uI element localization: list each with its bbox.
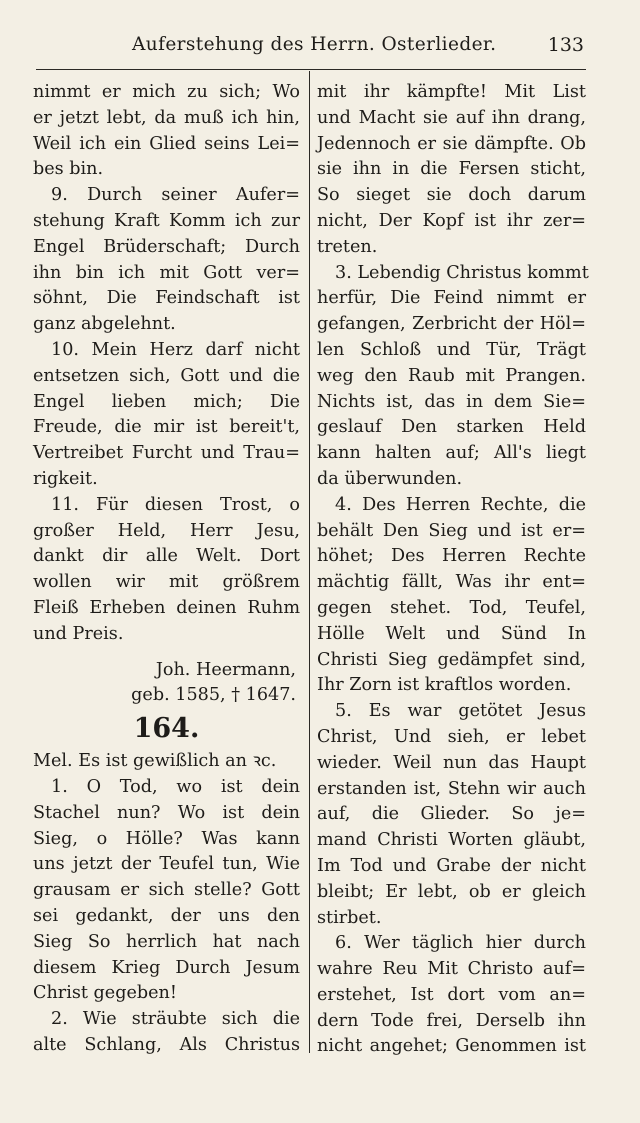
text-line: 1. O Tod, wo ist dein	[51, 776, 300, 797]
text-line: erstehet, Ist dort vom an=	[317, 984, 586, 1005]
header-rule	[36, 69, 586, 70]
text-line: nicht, Der Kopf ist ihr zer=	[317, 210, 586, 231]
text-line: len Schloß und Tür, Trägt	[317, 339, 586, 360]
text-line: bleibt; Er lebt, ob er gleich	[317, 881, 586, 902]
text-line: Christ gegeben!	[33, 983, 177, 1004]
left-column	[33, 80, 300, 1059]
text-line: 10. Mein Herz darf nicht	[51, 339, 300, 360]
text-line: und Preis.	[33, 623, 124, 644]
hymn-number: 164.	[133, 713, 200, 745]
column-divider	[309, 71, 310, 1053]
text-line: sie ihn in die Fersen sticht,	[317, 159, 586, 180]
text-line: Nichts ist, das in dem Sie=	[317, 391, 586, 412]
text-line: 6. Wer täglich hier durch	[335, 933, 586, 954]
text-line: Sieg So herrlich hat nach	[33, 931, 300, 952]
text-line: wollen wir mit größrem	[33, 572, 300, 593]
text-line: großer Held, Herr Jesu,	[33, 520, 300, 541]
page-number: 133	[547, 34, 584, 56]
text-line: gegen stehet. Tod, Teufel,	[317, 597, 586, 618]
text-line: wieder. Weil nun das Haupt	[317, 752, 586, 773]
text-line: Joh. Heermann,	[155, 659, 296, 680]
text-line: ganz abgelehnt.	[33, 314, 176, 335]
right-column	[317, 80, 589, 1060]
text-line: Sieg, o Hölle? Was kann	[33, 828, 300, 849]
text-line: dankt dir alle Welt. Dort	[33, 546, 300, 567]
text-line: 2. Wie sträubte sich die	[51, 1009, 300, 1030]
text-line: Hölle Welt und Sünd In	[317, 623, 586, 644]
text-line: geslauf Den starken Held	[317, 417, 586, 438]
text-line: stirbet.	[317, 907, 382, 928]
text-line: Weil ich ein Glied seins Lei=	[33, 133, 300, 154]
text-line: 5. Es war getötet Jesus	[335, 701, 586, 722]
text-line: Jedennoch er sie dämpfte. Ob	[317, 133, 586, 154]
text-line: Mel. Es ist gewißlich an ꝛc.	[33, 751, 277, 772]
text-line: 9. Durch seiner Aufer=	[51, 185, 300, 206]
text-line: weg den Raub mit Prangen.	[317, 365, 586, 386]
text-line: dern Tode frei, Derselb ihn	[317, 1010, 586, 1031]
text-line: alte Schlang, Als Christus	[33, 1034, 300, 1055]
text-line: Engel Brüderschaft; Durch	[33, 236, 300, 257]
text-line: auf, die Glieder. So je=	[317, 804, 586, 825]
text-line: behält Den Sieg und ist er=	[317, 520, 586, 541]
text-line: uns jetzt der Teufel tun, Wie	[33, 854, 300, 875]
text-line: höhet; Des Herren Rechte	[317, 546, 586, 567]
text-line: mit ihr kämpfte! Mit List	[317, 82, 586, 102]
text-line: er jetzt lebt, da muß ich hin,	[33, 107, 300, 128]
text-line: Engel lieben mich; Die	[33, 391, 300, 412]
text-line: sei gedankt, der uns den	[33, 905, 300, 926]
text-line: grausam er sich stelle? Gott	[33, 880, 300, 901]
text-line: Freude, die mir ist bereit't,	[33, 417, 300, 438]
text-line: Fleiß Erheben deinen Ruhm	[33, 597, 300, 618]
text-line: So sieget sie doch darum	[317, 185, 586, 206]
text-line: 11. Für diesen Trost, o	[51, 494, 300, 515]
running-head: Auferstehung des Herrn. Osterlieder.	[132, 34, 497, 55]
text-line: Stachel nun? Wo ist dein	[33, 802, 300, 823]
text-line: stehung Kraft Komm ich zur	[33, 210, 300, 231]
text-line: 4. Des Herren Rechte, die	[335, 494, 586, 515]
text-line: ihn bin ich mit Gott ver=	[33, 262, 300, 283]
text-line: erstanden ist, Stehn wir auch	[317, 778, 586, 799]
text-line: Christi Sieg gedämpfet sind,	[317, 649, 586, 670]
text-line: Ihr Zorn ist kraftlos worden.	[317, 675, 572, 696]
text-line: treten.	[317, 236, 378, 257]
text-line: geb. 1585, † 1647.	[131, 685, 296, 706]
spacer	[33, 648, 300, 658]
text-line: bes bin.	[33, 159, 104, 180]
text-line: da überwunden.	[317, 468, 463, 489]
text-line: kann halten auf; All's liegt	[317, 443, 586, 464]
text-line: und Macht sie auf ihn drang,	[317, 107, 586, 128]
text-line: rigkeit.	[33, 468, 98, 489]
text-line: Im Tod und Grabe der nicht	[317, 855, 586, 876]
text-line: gefangen, Zerbricht der Höl=	[317, 314, 586, 335]
text-line: wahre Reu Mit Christo auf=	[317, 959, 586, 980]
text-line: Christ, Und sieh, er lebet	[317, 726, 586, 747]
text-line: entsetzen sich, Gott und die	[33, 365, 300, 386]
text-line: diesem Krieg Durch Jesum	[33, 957, 300, 978]
text-line: söhnt, Die Feindschaft ist	[33, 288, 300, 309]
text-line: herfür, Die Feind nimmt er	[317, 288, 586, 309]
text-line: mand Christi Worten gläubt,	[317, 830, 586, 851]
text-line: nicht angehet; Genommen ist	[317, 1036, 586, 1057]
text-line: 3. Lebendig Christus kommt	[335, 262, 589, 283]
text-line: nimmt er mich zu sich; Wo	[33, 82, 300, 102]
text-line: mächtig fällt, Was ihr ent=	[317, 572, 586, 593]
page-header	[36, 34, 588, 62]
text-line: Vertreibet Furcht und Trau=	[33, 443, 300, 464]
